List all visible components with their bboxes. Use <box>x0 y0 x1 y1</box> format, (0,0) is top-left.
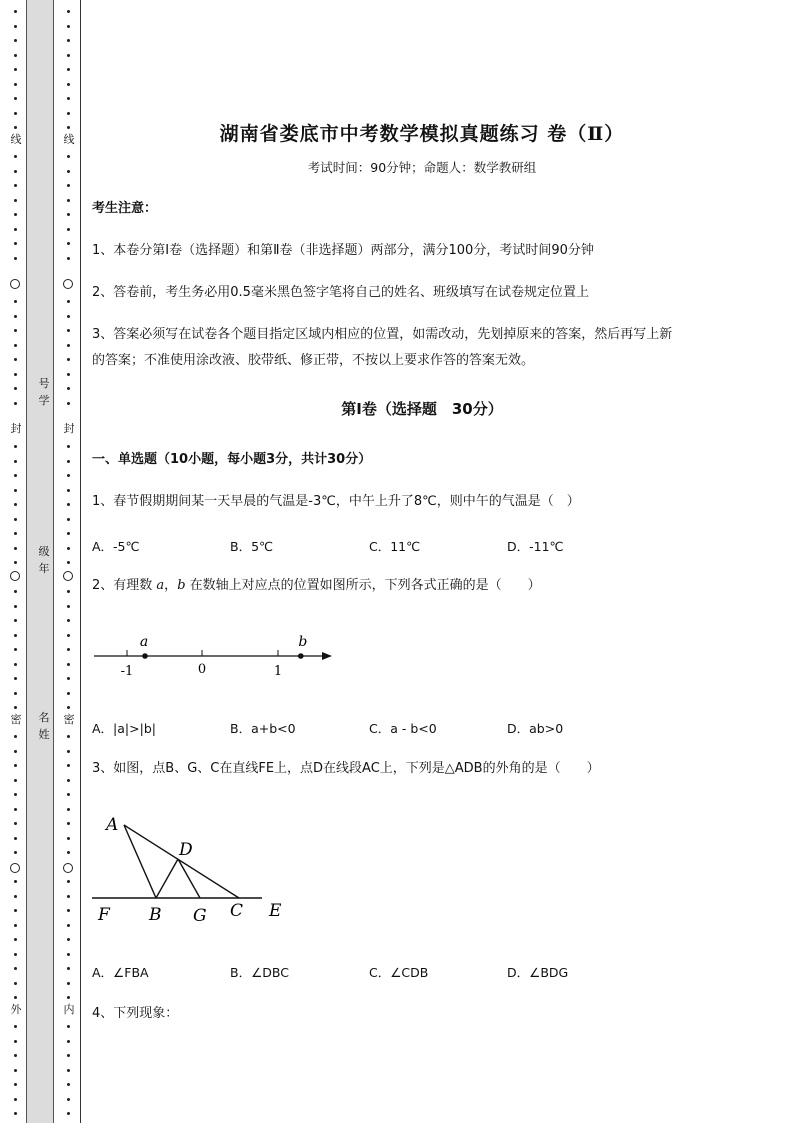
cut-dot <box>67 329 70 332</box>
cut-mark-mi: 密 <box>63 713 75 726</box>
cut-dot <box>67 257 70 260</box>
cut-dot <box>67 938 70 941</box>
cut-dot <box>14 619 17 622</box>
cut-dot <box>14 909 17 912</box>
inner-cut-line <box>62 0 76 1123</box>
cut-dot <box>14 1083 17 1086</box>
binding-hole-icon <box>10 571 20 581</box>
cut-dot <box>14 358 17 361</box>
cut-dot <box>67 619 70 622</box>
option-c[interactable]: C．11℃ <box>369 539 421 554</box>
cut-dot <box>14 663 17 666</box>
cut-dot <box>14 634 17 637</box>
cut-dot <box>14 880 17 883</box>
segment-dg <box>178 859 200 898</box>
option-d[interactable]: D．ab>0 <box>507 721 564 736</box>
cut-dot <box>14 126 17 129</box>
cut-dot <box>14 489 17 492</box>
cut-dot <box>67 561 70 564</box>
cut-dot <box>14 851 17 854</box>
option-d[interactable]: D．-11℃ <box>507 539 564 554</box>
cut-dot <box>67 373 70 376</box>
label-f: F <box>98 905 110 925</box>
student-info-band <box>26 0 54 1123</box>
cut-dot <box>14 938 17 941</box>
cut-dot <box>14 54 17 57</box>
notice-heading: 考生注意： <box>92 201 158 216</box>
cut-dot <box>14 692 17 695</box>
cut-dot <box>14 25 17 28</box>
cut-dot <box>67 503 70 506</box>
option-d[interactable]: D．∠BDG <box>507 965 569 980</box>
cut-dot <box>14 779 17 782</box>
cut-dot <box>14 344 17 347</box>
cut-dot <box>14 1040 17 1043</box>
point-b <box>298 653 304 659</box>
cut-dot <box>67 155 70 158</box>
cut-dot <box>67 1098 70 1101</box>
cut-dot <box>67 1069 70 1072</box>
grade-label: 级年 <box>38 545 50 575</box>
cut-dot <box>14 532 17 535</box>
cut-dot <box>67 1083 70 1086</box>
cut-dot <box>67 692 70 695</box>
cut-dot <box>67 706 70 709</box>
notice-item-1: 1、本卷分第I卷（选择题）和第Ⅱ卷（非选择题）两部分，满分100分，考试时间90分钟 <box>92 243 594 258</box>
segment-db <box>156 859 178 898</box>
cut-mark-xian: 线 <box>63 133 75 146</box>
cut-dot <box>14 750 17 753</box>
cut-dot <box>14 1025 17 1028</box>
notice-item-3: 3、答案必须写在试卷各个题目指定区域内相应的位置，如需改动，先划掉原来的答案，然后再写上新 <box>92 327 673 342</box>
cut-dot <box>14 605 17 608</box>
student-no-label: 号学 <box>38 377 50 407</box>
point-label-b: b <box>298 634 308 650</box>
cut-dot <box>67 808 70 811</box>
option-a[interactable]: A．-5℃ <box>92 539 140 554</box>
cut-dot <box>67 648 70 651</box>
cut-dot <box>14 503 17 506</box>
cut-dot <box>67 1112 70 1115</box>
cut-dot <box>14 706 17 709</box>
cut-dot <box>14 315 17 318</box>
cut-dot <box>67 25 70 28</box>
cut-dot <box>67 344 70 347</box>
cut-dot <box>14 257 17 260</box>
cut-dot <box>14 213 17 216</box>
segment-ac <box>124 825 239 898</box>
cut-dot <box>14 1098 17 1101</box>
cut-dot <box>67 54 70 57</box>
cut-dot <box>67 793 70 796</box>
cut-dot <box>67 474 70 477</box>
axis-arrow <box>322 652 332 660</box>
notice-item-3-cont: 的答案；不准使用涂改液、胶带纸、修正带，不按以上要求作答的答案无效。 <box>92 353 535 368</box>
cut-dot <box>14 155 17 158</box>
cut-dot <box>67 402 70 405</box>
cut-dot <box>14 822 17 825</box>
cut-dot <box>67 822 70 825</box>
option-b[interactable]: B．a+b<0 <box>230 721 296 736</box>
question-2-stem: 2、有理数 a，b 在数轴上对应点的位置如图所示，下列各式正确的是（ ） <box>92 578 541 593</box>
point-a <box>142 653 148 659</box>
number-line-figure <box>92 630 342 682</box>
cut-dot <box>67 315 70 318</box>
tick-label-minus-one: -1 <box>120 664 134 679</box>
question-2-options <box>92 719 692 739</box>
notice-item-2: 2、答卷前，考生务必用0.5毫米黑色签字笔将自己的姓名、班级填写在试卷规定位置上 <box>92 285 589 300</box>
page-title: 湖南省娄底市中考数学模拟真题练习 卷（Ⅱ） <box>219 123 625 145</box>
cut-mark-xian: 线 <box>10 133 22 146</box>
tick-label-one: 1 <box>273 664 283 679</box>
section-title: 第I卷（选择题 30分） <box>341 400 503 418</box>
cut-dot <box>67 895 70 898</box>
cut-dot <box>67 228 70 231</box>
label-b: B <box>149 905 162 925</box>
cut-dot <box>67 750 70 753</box>
cut-dot <box>14 387 17 390</box>
cut-dot <box>67 1040 70 1043</box>
cut-dot <box>14 808 17 811</box>
cut-dot <box>14 199 17 202</box>
cut-dot <box>67 445 70 448</box>
question-3-options <box>92 963 692 983</box>
cut-dot <box>14 924 17 927</box>
cut-dot <box>67 199 70 202</box>
cut-dot <box>67 663 70 666</box>
name-label: 名姓 <box>38 711 50 741</box>
cut-dot <box>14 648 17 651</box>
cut-dot <box>14 837 17 840</box>
cut-dot <box>14 735 17 738</box>
cut-dot <box>14 228 17 231</box>
cut-dot <box>67 460 70 463</box>
point-label-a: a <box>139 634 149 650</box>
cut-dot <box>67 547 70 550</box>
cut-dot <box>14 982 17 985</box>
cut-dot <box>67 97 70 100</box>
cut-mark-mi: 密 <box>10 713 22 726</box>
cut-dot <box>67 1025 70 1028</box>
cut-mark-feng: 封 <box>63 422 75 435</box>
cut-mark-nei: 内 <box>63 1003 75 1016</box>
margin-rule <box>80 0 81 1123</box>
cut-dot <box>14 242 17 245</box>
binding-hole-icon <box>10 279 20 289</box>
cut-mark-wai: 外 <box>10 1003 22 1016</box>
option-a[interactable]: A．|a|>|b| <box>92 721 156 736</box>
option-c[interactable]: C．a - b<0 <box>369 721 437 736</box>
cut-dot <box>14 170 17 173</box>
cut-dot <box>67 880 70 883</box>
cut-dot <box>14 518 17 521</box>
cut-dot <box>14 10 17 13</box>
cut-dot <box>67 953 70 956</box>
cut-dot <box>14 83 17 86</box>
binding-hole-icon <box>10 863 20 873</box>
cut-dot <box>67 10 70 13</box>
cut-dot <box>14 953 17 956</box>
cut-dot <box>14 68 17 71</box>
cut-dot <box>67 358 70 361</box>
cut-dot <box>14 402 17 405</box>
question-3-stem: 3、如图，点B、G、C在直线FE上，点D在线段AC上，下列是△ADB的外角的是（ ） <box>92 761 600 776</box>
cut-dot <box>14 112 17 115</box>
question-1-stem: 1、春节假期期间某一天早晨的气温是-3℃，中午上升了8℃，则中午的气温是（ ） <box>92 494 580 509</box>
cut-dot <box>14 39 17 42</box>
cut-dot <box>67 213 70 216</box>
cut-dot <box>67 779 70 782</box>
label-d: D <box>179 840 193 860</box>
cut-dot <box>67 967 70 970</box>
binding-hole-icon <box>63 571 73 581</box>
cut-dot <box>14 677 17 680</box>
label-c: C <box>230 901 244 921</box>
cut-dot <box>14 547 17 550</box>
binding-hole-icon <box>63 279 73 289</box>
cut-dot <box>67 634 70 637</box>
triangle-figure <box>92 808 302 928</box>
cut-dot <box>14 460 17 463</box>
part-title: 一、单选题（10小题，每小题3分，共计30分） <box>92 452 372 467</box>
label-g: G <box>193 906 207 926</box>
cut-dot <box>67 851 70 854</box>
outer-cut-line <box>9 0 23 1123</box>
cut-dot <box>14 996 17 999</box>
cut-dot <box>14 1112 17 1115</box>
cut-dot <box>14 1054 17 1057</box>
cut-dot <box>14 474 17 477</box>
cut-dot <box>14 590 17 593</box>
cut-dot <box>14 967 17 970</box>
cut-dot <box>67 996 70 999</box>
cut-dot <box>67 982 70 985</box>
cut-dot <box>67 590 70 593</box>
cut-dot <box>67 837 70 840</box>
option-a[interactable]: A．∠FBA <box>92 965 149 980</box>
label-e: E <box>269 901 282 921</box>
cut-dot <box>67 518 70 521</box>
cut-dot <box>67 677 70 680</box>
cut-dot <box>14 329 17 332</box>
cut-dot <box>14 895 17 898</box>
cut-dot <box>14 445 17 448</box>
cut-dot <box>67 924 70 927</box>
cut-dot <box>67 242 70 245</box>
cut-dot <box>14 184 17 187</box>
cut-dot <box>14 300 17 303</box>
cut-mark-feng: 封 <box>10 422 22 435</box>
question-1-options <box>92 537 692 557</box>
cut-dot <box>67 300 70 303</box>
cut-dot <box>67 532 70 535</box>
cut-dot <box>67 83 70 86</box>
cut-dot <box>67 126 70 129</box>
cut-dot <box>67 112 70 115</box>
option-b[interactable]: B．∠DBC <box>230 965 289 980</box>
cut-dot <box>14 764 17 767</box>
cut-dot <box>67 909 70 912</box>
cut-dot <box>67 387 70 390</box>
cut-dot <box>14 561 17 564</box>
option-c[interactable]: C．∠CDB <box>369 965 429 980</box>
cut-dot <box>67 170 70 173</box>
option-b[interactable]: B．5℃ <box>230 539 274 554</box>
cut-dot <box>67 764 70 767</box>
cut-dot <box>67 489 70 492</box>
cut-dot <box>67 1054 70 1057</box>
label-a: A <box>106 815 119 835</box>
cut-dot <box>14 1069 17 1072</box>
tick-label-zero: 0 <box>197 662 207 677</box>
exam-info: 考试时间：90分钟；命题人：数学教研组 <box>307 160 537 175</box>
cut-dot <box>14 97 17 100</box>
cut-dot <box>67 605 70 608</box>
cut-dot <box>67 735 70 738</box>
cut-dot <box>67 184 70 187</box>
binding-hole-icon <box>63 863 73 873</box>
cut-dot <box>14 793 17 796</box>
cut-dot <box>67 68 70 71</box>
question-4-stem: 4、下列现象： <box>92 1006 179 1021</box>
cut-dot <box>67 39 70 42</box>
cut-dot <box>14 373 17 376</box>
binding-margin <box>0 0 82 1123</box>
